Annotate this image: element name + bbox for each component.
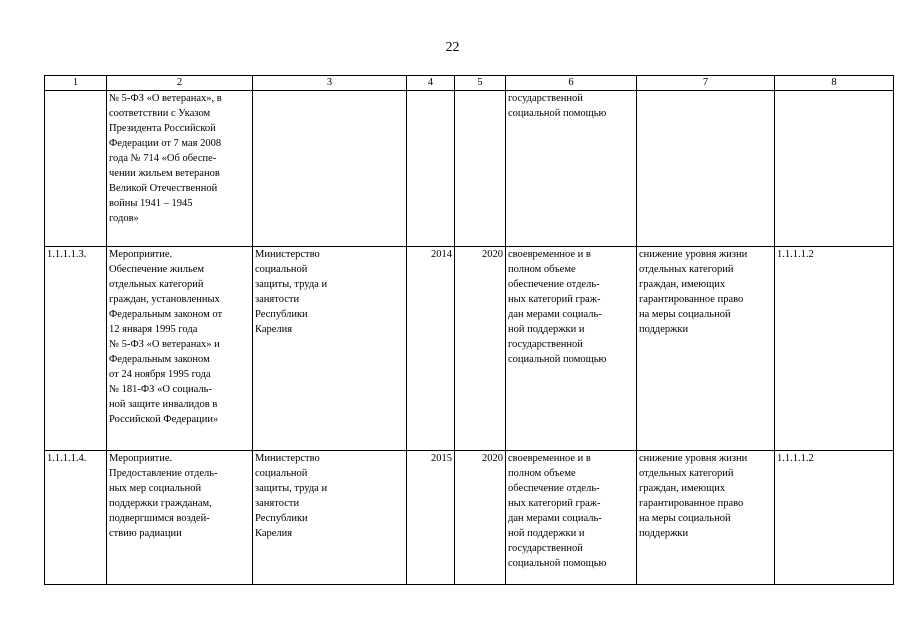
table-row	[45, 91, 894, 247]
column-header-1: 1	[45, 76, 107, 91]
row-expected-result: своевременное и в полном объеме обеспечение отдель- ных категорий граж- дан мерами социаль- ной поддержки и государственной социальной помощью	[506, 451, 637, 585]
table-row	[45, 247, 894, 451]
row-expected-result: своевременное и в полном объеме обеспечение отдель- ных категорий граж- дан мерами социаль- ной поддержки и государственной социальной помощью	[506, 247, 637, 451]
row-end-year: 2020	[455, 247, 506, 451]
row-start-year	[407, 91, 455, 247]
row-code: 1.1.1.1.4.	[45, 451, 107, 585]
row-end-year: 2020	[455, 451, 506, 585]
row-executor	[253, 91, 407, 247]
column-header-4: 4	[407, 76, 455, 91]
row-start-year: 2015	[407, 451, 455, 585]
row-expected-result: государственной социальной помощью	[506, 91, 637, 247]
row-consequences	[637, 91, 775, 247]
row-start-year: 2014	[407, 247, 455, 451]
column-header-5: 5	[455, 76, 506, 91]
row-activity: Мероприятие. Предоставление отдель- ных мер социальной поддержки гражданам, подвергшимся воздей- ствию радиации	[107, 451, 253, 585]
row-consequences: снижение уровня жизни отдельных категорий граждан, имеющих гарантированное право на меры социальной поддержки	[637, 247, 775, 451]
row-executor: Министерство социальной защиты, труда и занятости Республики Карелия	[253, 247, 407, 451]
row-consequences: снижение уровня жизни отдельных категорий граждан, имеющих гарантированное право на меры социальной поддержки	[637, 451, 775, 585]
row-end-year	[455, 91, 506, 247]
column-header-7: 7	[637, 76, 775, 91]
row-activity: № 5-ФЗ «О ветеранах», в соответствии с Указом Президента Российской Федерации от 7 мая 2008 года № 714 «Об обеспе- чении жильем ветеранов Великой Отечественной войны 1941 – 1945 годов»	[107, 91, 253, 247]
page-number: 22	[445, 40, 460, 55]
row-indicator-link	[775, 91, 894, 247]
column-header-8: 8	[775, 76, 894, 91]
row-code	[45, 91, 107, 247]
row-activity: Мероприятие. Обеспечение жильем отдельных категорий граждан, установленных Федеральным законом от 12 января 1995 года № 5-ФЗ «О ветеранах» и Федеральным законом от 24 ноября 1995 года № 181-ФЗ «О социаль- ной защите инвалидов в Российской Федерации»	[107, 247, 253, 451]
column-header-2: 2	[107, 76, 253, 91]
header-row	[45, 76, 894, 91]
program-activities-table	[44, 75, 894, 585]
row-indicator-link: 1.1.1.1.2	[775, 247, 894, 451]
row-code: 1.1.1.1.3.	[45, 247, 107, 451]
row-indicator-link: 1.1.1.1.2	[775, 451, 894, 585]
row-executor: Министерство социальной защиты, труда и занятости Республики Карелия	[253, 451, 407, 585]
column-header-6: 6	[506, 76, 637, 91]
column-header-3: 3	[253, 76, 407, 91]
table-row	[45, 451, 894, 585]
